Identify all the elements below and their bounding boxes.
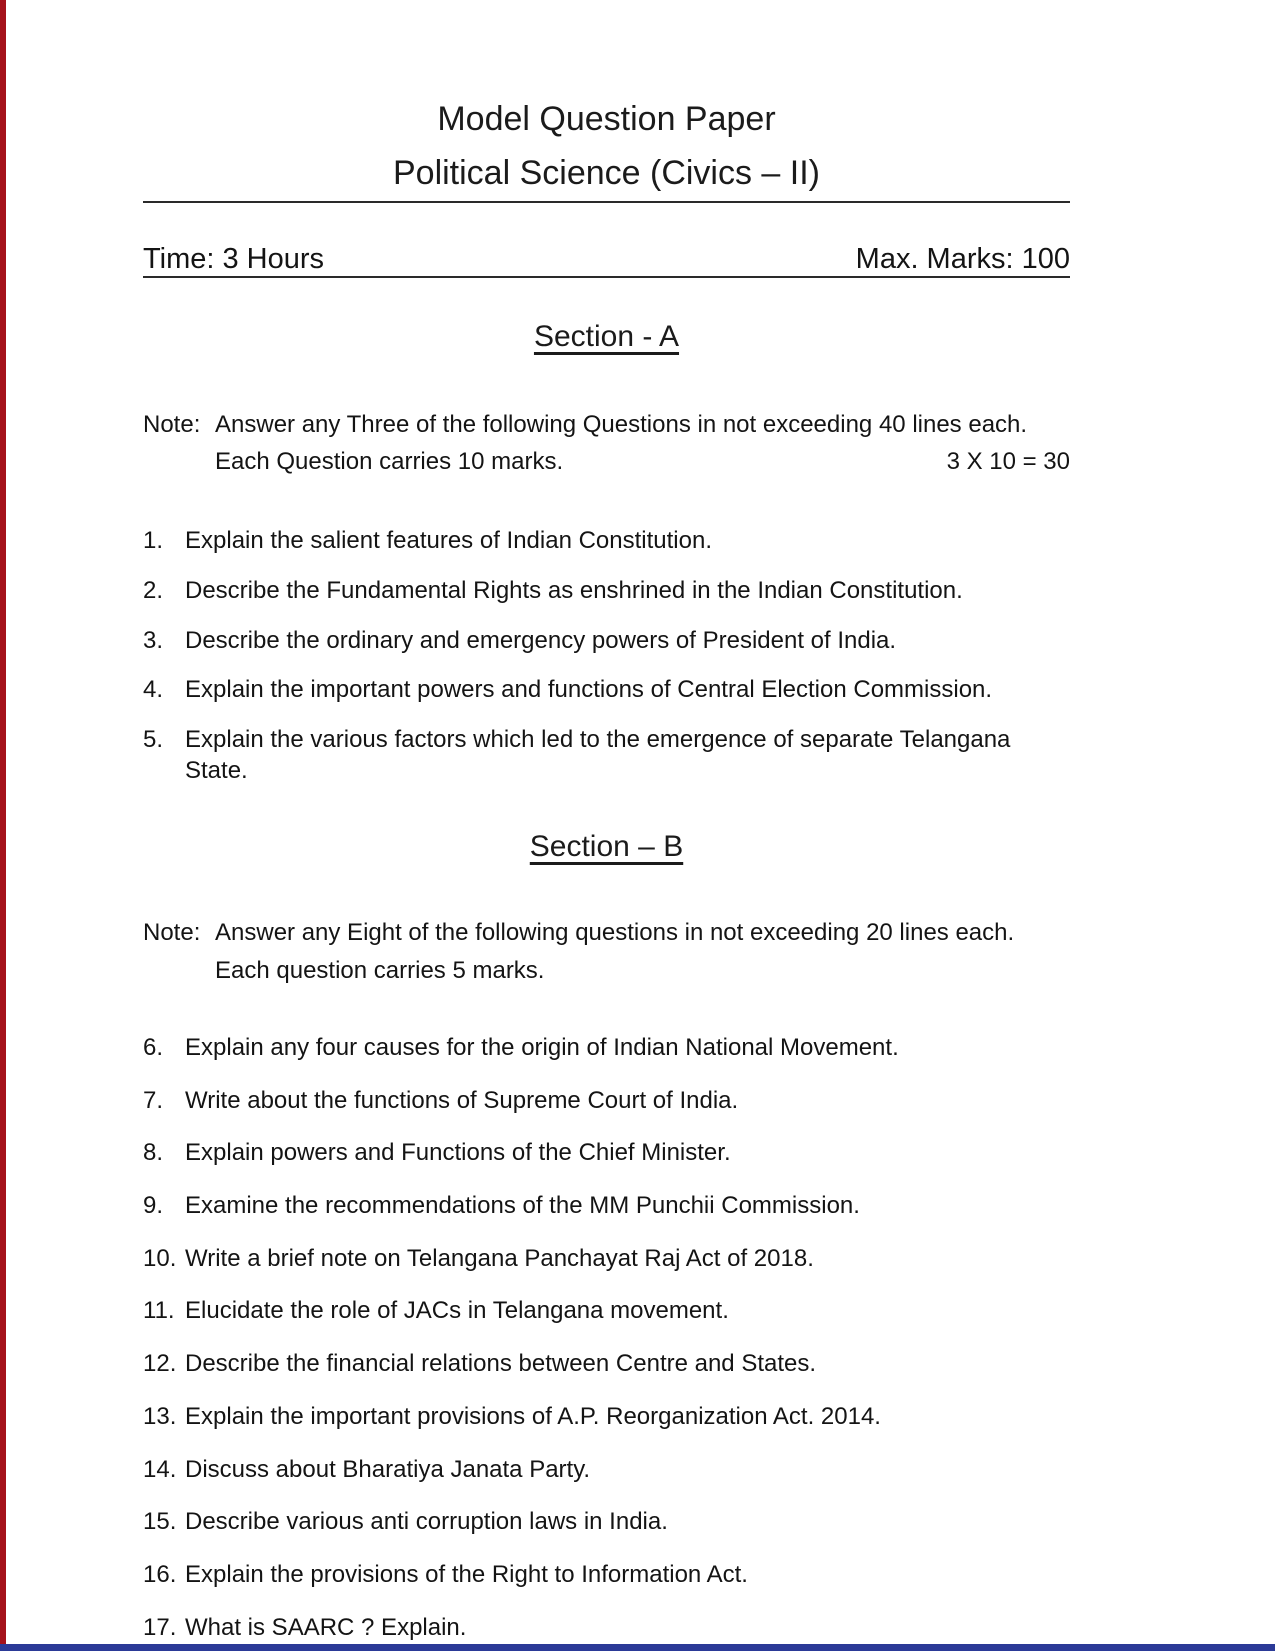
question-item — [143, 1560, 1070, 1591]
question-item — [143, 1033, 1070, 1064]
section-b-heading — [143, 830, 1070, 864]
question-text: Describe the financial relations between Centre and States. — [185, 1350, 817, 1378]
scan-edge-left — [0, 0, 6, 1651]
question-text: Explain the provisions of the Right to Information Act. — [185, 1561, 748, 1589]
question-number: 16. — [143, 1561, 177, 1589]
question-item — [143, 1402, 1070, 1433]
question-text: Write about the functions of Supreme Court of India. — [185, 1086, 739, 1114]
note-line-1: Answer any Three of the following Questions in not exceeding 40 lines each. — [215, 410, 1028, 438]
note-label: Note: — [143, 410, 201, 438]
question-number: 8. — [143, 1139, 164, 1167]
marks-formula: 3 X 10 = 30 — [946, 447, 1070, 475]
title-line-1: Model Question Paper — [437, 100, 776, 138]
question-number: 14. — [143, 1455, 177, 1483]
note-line-2 — [215, 952, 1070, 989]
question-item — [143, 1455, 1070, 1486]
question-item — [143, 1138, 1070, 1169]
question-number: 3. — [143, 626, 164, 654]
question-text: Elucidate the role of JACs in Telangana movement. — [185, 1297, 729, 1325]
section-b-heading-text: Section – B — [529, 830, 684, 864]
note-body — [215, 914, 1070, 988]
note-label: Note: — [143, 919, 201, 947]
note-body — [215, 406, 1070, 480]
document-title — [143, 92, 1070, 201]
question-text: Describe the Fundamental Rights as enshrined in the Indian Constitution. — [185, 576, 963, 604]
max-marks-label: Max. Marks: 100 — [855, 242, 1070, 275]
section-b-note — [143, 914, 1070, 988]
section-a-note — [143, 406, 1070, 480]
question-text: Explain the important provisions of A.P. Reorganization Act. 2014. — [185, 1402, 881, 1430]
question-number: 12. — [143, 1350, 177, 1378]
question-number: 1. — [143, 527, 164, 555]
question-text: Explain the salient features of Indian Constitution. — [185, 527, 712, 555]
question-item — [143, 1191, 1070, 1222]
title-line-2: Political Science (Civics – II) — [392, 154, 820, 193]
question-text: Explain the important powers and functions of Central Election Commission. — [185, 676, 993, 704]
scan-edge-bottom — [0, 1644, 1275, 1651]
question-item — [143, 1507, 1070, 1538]
question-number: 9. — [143, 1192, 164, 1219]
question-number: 7. — [143, 1086, 164, 1114]
question-text: Explain any four causes for the origin of Indian National Movement. — [185, 1033, 899, 1061]
question-item — [143, 1086, 1070, 1117]
question-text: Write a brief note on Telangana Panchayat Raj Act of 2018. — [185, 1244, 814, 1272]
question-item — [143, 725, 1070, 786]
section-b-questions — [143, 1033, 1070, 1644]
question-number: 11. — [143, 1297, 175, 1325]
question-item — [143, 1296, 1070, 1327]
question-item — [143, 1613, 1070, 1644]
question-item — [143, 675, 1070, 706]
question-text: What is SAARC ? Explain. — [185, 1613, 467, 1641]
question-number: 2. — [143, 576, 164, 604]
question-number: 6. — [143, 1033, 164, 1061]
question-number: 13. — [143, 1402, 177, 1430]
note-line-1: Answer any Eight of the following questions in not exceeding 20 lines each. — [215, 919, 1015, 947]
divider-top — [143, 201, 1070, 203]
question-text: Discuss about Bharatiya Janata Party. — [185, 1455, 591, 1483]
question-text: Explain powers and Functions of the Chief Minister. — [185, 1139, 731, 1167]
divider-meta — [143, 276, 1070, 278]
time-label: Time: 3 Hours — [143, 242, 325, 275]
question-text: Explain the various factors which led to the emergence of separate Telangana State. — [185, 726, 1011, 784]
question-number: 5. — [143, 726, 164, 754]
question-number: 17. — [143, 1613, 177, 1641]
question-item — [143, 1349, 1070, 1380]
question-number: 10. — [143, 1244, 177, 1272]
note-line-2-text: Each question carries 5 marks. — [215, 956, 545, 984]
document-content — [143, 0, 1070, 1643]
section-a-heading-text: Section - A — [533, 319, 680, 353]
question-item — [143, 576, 1070, 607]
note-line-2 — [215, 443, 1070, 480]
section-a-questions — [143, 526, 1070, 786]
question-item — [143, 1244, 1070, 1275]
question-text: Describe the ordinary and emergency powers of President of India. — [185, 626, 897, 654]
question-item — [143, 526, 1070, 557]
question-number: 15. — [143, 1508, 177, 1536]
section-a-heading — [143, 320, 1070, 354]
question-text: Describe various anti corruption laws in India. — [185, 1508, 668, 1536]
note-line-2-text: Each Question carries 10 marks. — [215, 447, 564, 475]
question-number: 4. — [143, 676, 164, 704]
exam-meta-row — [143, 243, 1070, 276]
question-item — [143, 626, 1070, 657]
question-text: Examine the recommendations of the MM Punchii Commission. — [185, 1192, 860, 1219]
